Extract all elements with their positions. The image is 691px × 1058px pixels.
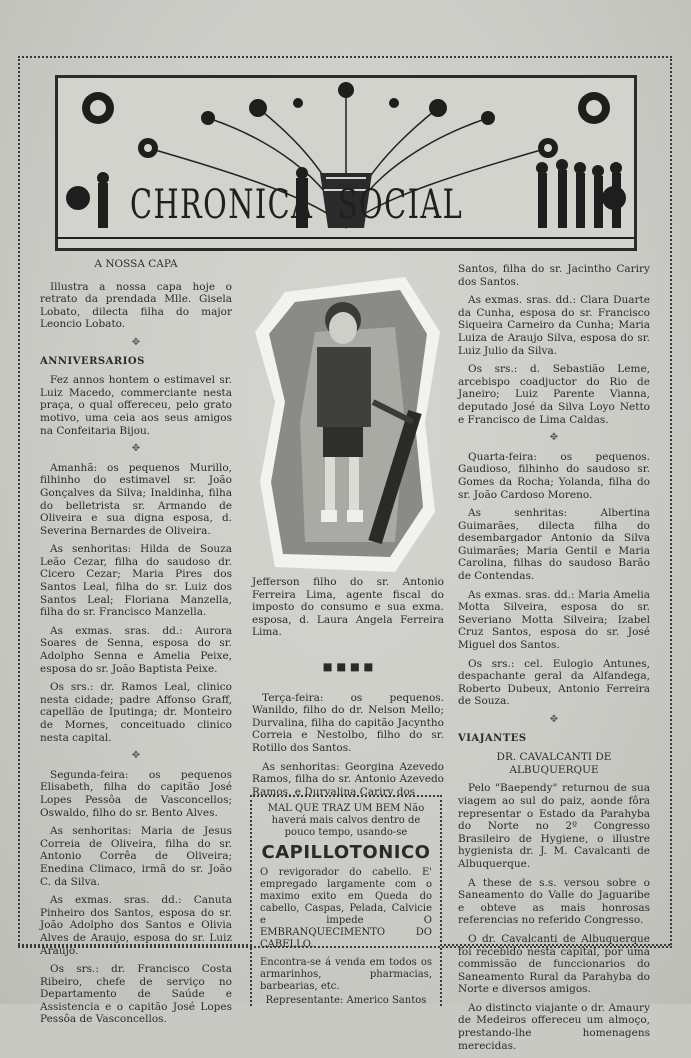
ornament: ✥ [131, 443, 141, 455]
paragraph: As exmas. sras. dd.: Clara Duarte da Cunha, esposa do sr. Francisco Siqueira Carneiro da Cunha; Maria Luiza de Araujo Silva, esposa do sr. Luiz Julio da Silva. [458, 294, 650, 357]
section-heading: VIAJANTES [458, 732, 527, 744]
bottom-border-left [18, 944, 248, 948]
paragraph: As senhoritas: Hilda de Souza Leão Cezar, filha do saudoso dr. Cicero Cezar; Maria Pires dos Santos Leal, filha do sr. Luiz dos Santos Leal; Floriana Manzella, filha do sr. Francisco Manzella. [40, 543, 232, 619]
section-heading: A NOSSA CAPA [94, 258, 178, 270]
paragraph: Os srs.: d. Sebastião Leme, arcebispo coadjuctor do Rio de Janeiro; Luiz Parente Vianna, deputado José da Silva Loyo Netto e Francisco de Lima Caldas. [458, 363, 650, 426]
page-title [130, 182, 488, 228]
paragraph: Segunda-feira: os pequenos Elisabeth, filha do capitão José Lopes Pessôa de Vasconcellos; Oswaldo, filho do sr. Bento Alves. [40, 768, 232, 819]
bottom-border-right [440, 944, 670, 948]
ornament: ✥ [131, 336, 141, 348]
ad-intro: MAL QUE TRAZ UM BEM Não haverá mais calvos dentro de pouco tempo, usando-se [267, 803, 425, 838]
paragraph: Fez annos hontem o estimavel sr. Luiz Macedo, commerciante nesta praça, o qual offereceu, pelo grato motivo, uma ceia aos seus amigos na Confeitaria Bijou. [40, 374, 232, 437]
ornament: ✥ [131, 750, 141, 762]
paragraph: Os srs.: dr. Francisco Costa Ribeiro, chefe de serviço no Departamento de Saúde e Assistencia e o capitão José Lopes Pessôa de Vasconcellos. [40, 963, 232, 1026]
title-word-1: CHRONICA [130, 182, 314, 228]
ad-representative: Representante: Americo Santos [265, 995, 427, 1006]
capillotonico-ad [250, 795, 442, 1006]
left-column [40, 258, 232, 1032]
paragraph: As exmas. sras. dd.: Maria Amelia Motta Silveira, esposa do sr. Severiano Motta Silveira; Izabel Cruz Santos, esposa do sr. José Miguel dos Santos. [458, 588, 650, 652]
paragraph: As senhoritas: Maria de Jesus Correia de Oliveira, filha do sr. Antonio Corrêa de Oliveira; Enedina Climaco, irmã do sr. João C. da Silva. [40, 825, 232, 888]
paragraph: Amanhã: os pequenos Murillo, filhinho do estimavel sr. João Gonçalves da Silva; Inaldinha, filha do belletrista sr. Armando de Oliveira e sua digna esposa, d. Severina Bernardes de Oliveira. [40, 461, 232, 537]
paragraph: Quarta-feira: os pequenos. Gaudioso, filhinho do saudoso sr. Gomes da Rocha; Yolanda, filha do sr. João Cardoso Moreno. [458, 450, 650, 501]
paragraph: As senhritas: Albertina Guimarães, dilecta filha do desembargador Antonio da Silva Guimarães; Maria Gentil e Maria Carolina, filhas do saudoso Barão de Contendas. [458, 507, 650, 583]
title-word-2: SOCIAL [337, 182, 464, 228]
paragraph: Santos, filha do sr. Jacintho Cariry dos Santos. [458, 263, 650, 288]
paragraph: Pelo "Baependy" returnou de sua viagem ao sul do paiz, aonde fôra representar o Estado da Parahyba do Norte no 2º Congresso Brasileiro de Hygiene, o illustre hygienista dr. J. M. Cavalcanti de Albuquerque. [458, 782, 650, 870]
separator: ■ ■ ■ ■ [322, 660, 374, 673]
paragraph: A these de s.s. versou sobre o Saneamento do Valle do Jaguaribe e obteve as mais honrosas referencias no referido Congresso. [458, 876, 650, 927]
paragraph: Ao distincto viajante o dr. Amaury de Medeiros offereceu um almoço, prestando-lhe homenagens merecidas. [458, 1001, 650, 1052]
photo-caption: Jefferson filho do sr. Antonio Ferreira Lima, agente fiscal do imposto do consumo e sua exma. esposa, d. Laura Angela Ferreira Lima. [252, 576, 444, 639]
paragraph: As exmas. sras. dd.: Aurora Soares de Senna, esposa do sr. Adolpho Senna e Amelia Peixe, esposa do sr. João Baptista Peixe. [40, 624, 232, 675]
paragraph: Terça-feira: os pequenos. Wanildo, filho do dr. Nelson Mello; Durvalina, filha do capitão Jacyntho Correia e Nestolbo, filho do sr. Rotillo dos Santos. [252, 691, 444, 754]
right-column [458, 263, 650, 1058]
paragraph: Os srs.: cel. Eulogio Antunes, despachante geral da Alfandega, Roberto Dubeux, Antonio Ferreira de Souza. [458, 657, 650, 708]
paragraph: O dr. Cavalcanti de Albuquerque foi recebido nesta capital, por uma commissão de funccionarios do Saneamento Rural da Parahyba do Norte e diversos amigos. [458, 932, 650, 996]
paragraph: Illustra a nossa capa hoje o retrato da prendada Mlle. Gisela Lobato, dilecta filha do major Leoncio Lobato. [40, 280, 232, 331]
ad-brand: CAPILLOTONICO [261, 842, 431, 863]
middle-column [252, 576, 444, 804]
paragraph: As senhoritas: Georgina Azevedo Ramos, filha do sr. Antonio Azevedo Ramos, e Durvalina Cariry dos [252, 760, 444, 798]
section-heading: ANNIVERSARIOS [40, 355, 145, 367]
subheading: DR. CAVALCANTI DE ALBUQUERQUE [496, 751, 612, 776]
child-photo [255, 272, 443, 572]
ad-body: O revigorador do cabello. E' empregado largamente com o maximo exito em Queda do cabello, Caspas, Pelada, Calvicie e impede O EMBRANQUECIMENTO DO CABELLO. [260, 867, 432, 950]
paragraph: Os srs.: dr. Ramos Leal, clinico nesta cidade; padre Affonso Graff, capellão de Iputinga; dr. Monteiro de Mornes, conceituado clinico nesta capital. [40, 681, 232, 744]
ornament: ✥ [549, 432, 559, 444]
ornament: ✥ [549, 714, 559, 725]
paragraph: As exmas. sras. dd.: Canuta Pinheiro dos Santos, esposa do sr. João Adolpho dos Santos e Olivia Alves de Araujo, esposa do sr. Luiz Araujo. [40, 894, 232, 957]
ad-sale: Encontra-se á venda em todos os armarinhos, pharmacias, barbearias, etc. [260, 957, 432, 992]
